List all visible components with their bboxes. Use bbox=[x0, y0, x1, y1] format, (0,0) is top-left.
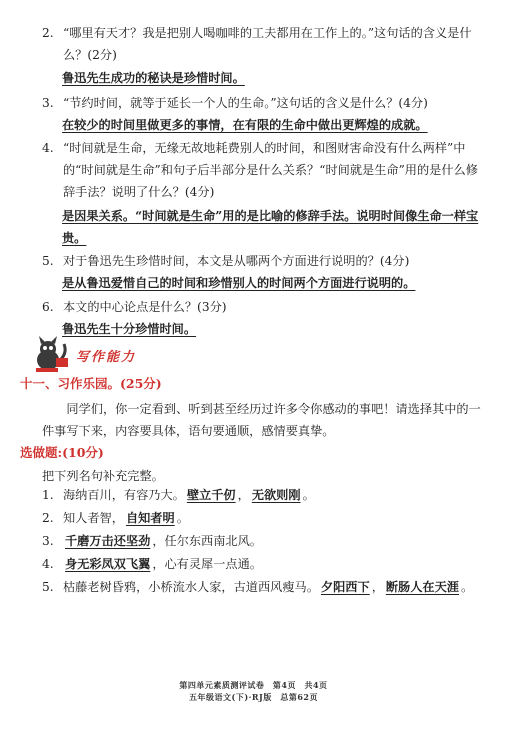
item-text: ，心有灵犀一点通。 bbox=[152, 557, 262, 571]
list-item bbox=[42, 576, 488, 598]
fill-answer: 夕阳西下 bbox=[320, 580, 370, 594]
part-11-intro: 同学们，你一定看到、听到甚至经历过许多令你感动的事吧！请选择其中的一件事写下来，内容要具体，语句要通顺，感情要真挚。 bbox=[42, 402, 481, 438]
question-text: 对于鲁迅先生珍惜时间，本文是从哪两个方面进行说明的？(4分) bbox=[63, 254, 410, 268]
list-item bbox=[42, 507, 488, 529]
item-number: 5. bbox=[42, 580, 54, 594]
question-number: 4. bbox=[42, 141, 54, 155]
answer-6: 鲁迅先生十分珍惜时间。 bbox=[62, 322, 197, 336]
question-5 bbox=[42, 250, 488, 272]
item-text: 。 bbox=[302, 488, 315, 502]
question-text: “节约时间，就等于延长一个人的生命。”这句话的含义是什么？(4分) bbox=[63, 96, 428, 110]
item-text: 。 bbox=[461, 580, 474, 594]
answer-4: 是因果关系。“时间就是生命”用的是比喻的修辞手法。说明时间像生命一样宝贵。 bbox=[62, 209, 479, 245]
question-3 bbox=[42, 92, 488, 114]
question-2 bbox=[42, 22, 488, 66]
list-item bbox=[42, 530, 488, 552]
footer-line-1: 第四单元素质测评试卷 第4页 共4页 bbox=[179, 680, 328, 690]
answer-2: 鲁迅先生成功的秘诀是珍惜时间。 bbox=[62, 71, 245, 85]
part-11-title: 十一、习作乐园。(25分) bbox=[20, 376, 162, 391]
fill-answer: 自知者明 bbox=[125, 511, 175, 525]
item-text: 知人者智， bbox=[63, 511, 124, 525]
footer-line-2: 五年级语文(下)·RJ版 总第62页 bbox=[189, 692, 318, 702]
item-text: 海纳百川，有容乃大。 bbox=[63, 488, 185, 502]
list-item bbox=[42, 484, 488, 506]
answer-3: 在较少的时间里做更多的事情，在有限的生命中做出更辉煌的成就。 bbox=[62, 118, 428, 132]
list-item bbox=[42, 553, 488, 575]
question-number: 2. bbox=[42, 26, 54, 40]
item-text: ，任尔东西南北风。 bbox=[152, 534, 262, 548]
cartoon-cat-icon bbox=[28, 336, 72, 374]
item-text: 枯藤老树昏鸦，小桥流水人家，古道西风瘦马。 bbox=[63, 580, 319, 594]
item-text: 。 bbox=[176, 511, 189, 525]
fill-answer: 千磨万击还坚劲 bbox=[65, 534, 151, 548]
question-number: 3. bbox=[42, 96, 54, 110]
question-text: “时间就是生命，无缘无故地耗费别人的时间，和图财害命没有什么两样”中的“时间就是生命”和句子后半部分是什么关系？“时间就是生命”用的是什么修辞手法？说明了什么？(4分) bbox=[63, 141, 478, 199]
answer-5: 是从鲁迅爱惜自己的时间和珍惜别人的时间两个方面进行说明的。 bbox=[62, 276, 416, 290]
optional-instruction: 把下列名句补充完整。 bbox=[42, 469, 164, 483]
item-number: 1. bbox=[42, 488, 54, 502]
question-text: 本文的中心论点是什么？(3分) bbox=[63, 300, 227, 314]
item-text: ， bbox=[371, 580, 384, 594]
question-number: 5. bbox=[42, 254, 54, 268]
item-number: 2. bbox=[42, 511, 54, 525]
question-number: 6. bbox=[42, 300, 54, 314]
question-4 bbox=[42, 137, 488, 203]
section-title: 写作能力 bbox=[76, 350, 137, 365]
item-number: 4. bbox=[42, 557, 54, 571]
item-number: 3. bbox=[42, 534, 54, 548]
fill-answer: 无欲则刚 bbox=[251, 488, 301, 502]
fill-answer: 身无彩凤双飞翼 bbox=[65, 557, 151, 571]
question-text: “哪里有天才？我是把别人喝咖啡的工夫都用在工作上的。”这句话的含义是什么？(2分) bbox=[63, 26, 472, 62]
question-6 bbox=[42, 296, 488, 318]
item-text: ， bbox=[237, 488, 250, 502]
fill-answer: 断肠人在天涯 bbox=[385, 580, 459, 594]
optional-title: 选做题:(10分) bbox=[20, 445, 104, 460]
fill-answer: 壁立千仞 bbox=[186, 488, 236, 502]
